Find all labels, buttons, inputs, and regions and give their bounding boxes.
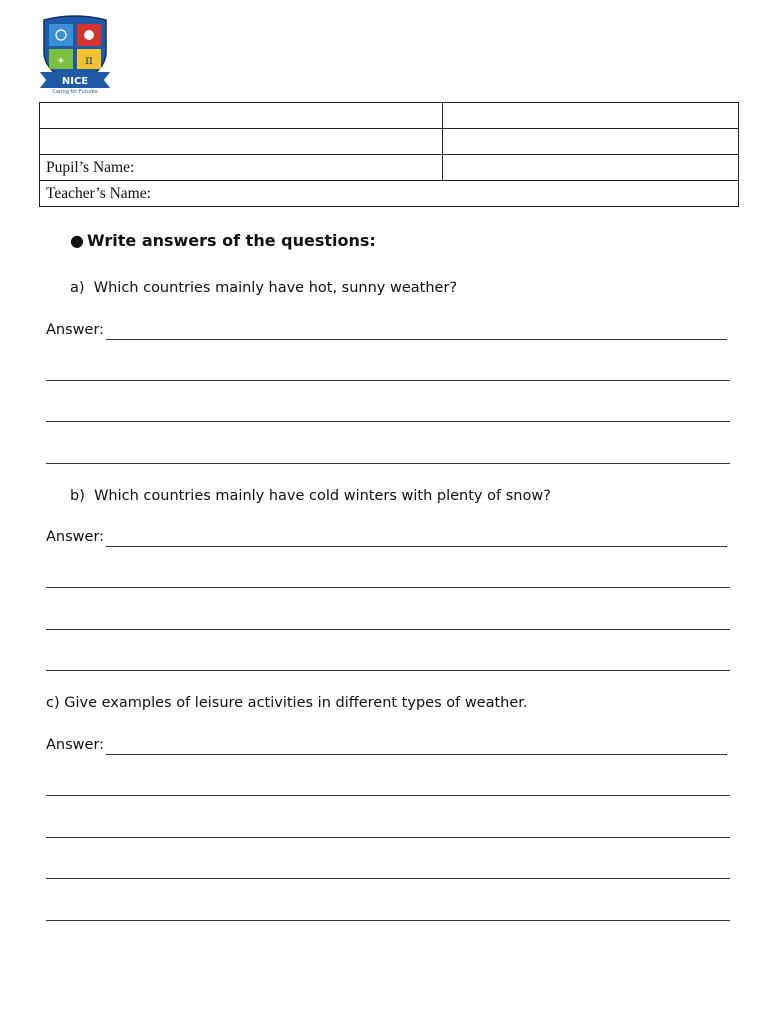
blank-cell[interactable]	[40, 129, 443, 155]
pupil-name-label: Pupil’s Name:	[40, 155, 443, 181]
svg-text:π: π	[85, 53, 93, 67]
svg-text:✦: ✦	[56, 56, 66, 67]
answer-line[interactable]	[106, 339, 727, 340]
table-row	[40, 155, 739, 181]
pupil-name-field[interactable]	[443, 155, 739, 181]
answer-line[interactable]	[46, 920, 730, 921]
answer-line[interactable]	[106, 754, 727, 755]
answer-label: Answer:	[46, 529, 105, 545]
crest-icon	[38, 14, 112, 94]
student-info-table	[39, 102, 739, 207]
answer-line[interactable]	[106, 546, 727, 547]
bullet-icon: ●	[70, 231, 84, 250]
question-a	[70, 280, 457, 296]
answer-line[interactable]	[46, 878, 730, 879]
answer-line[interactable]	[46, 380, 730, 381]
svg-text:NICE: NICE	[61, 76, 89, 87]
answer-line[interactable]	[46, 670, 730, 671]
question-text: Which countries mainly have cold winters with plenty of snow?	[94, 488, 551, 504]
question-label: b)	[70, 488, 85, 504]
answer-line[interactable]	[46, 795, 730, 796]
school-logo	[38, 14, 112, 94]
answer-line[interactable]	[46, 421, 730, 422]
svg-text:Caring for Futures: Caring for Futures	[52, 89, 98, 94]
instruction-text: Write answers of the questions:	[87, 231, 376, 250]
answer-line[interactable]	[46, 463, 730, 464]
answer-label: Answer:	[46, 737, 105, 753]
table-row	[40, 181, 739, 207]
instruction-heading	[70, 231, 376, 250]
question-label: c)	[46, 695, 60, 711]
teacher-name-label[interactable]: Teacher’s Name:	[40, 181, 739, 207]
blank-cell[interactable]	[40, 103, 443, 129]
answer-line[interactable]	[46, 629, 730, 630]
answer-line[interactable]	[46, 837, 730, 838]
table-row	[40, 103, 739, 129]
question-b	[70, 488, 551, 504]
question-c	[46, 695, 528, 711]
answer-label: Answer:	[46, 322, 105, 338]
blank-cell[interactable]	[443, 103, 739, 129]
question-text: Give examples of leisure activities in different types of weather.	[64, 695, 528, 711]
blank-cell[interactable]	[443, 129, 739, 155]
table-row	[40, 129, 739, 155]
answer-line[interactable]	[46, 587, 730, 588]
question-label: a)	[70, 280, 85, 296]
question-text: Which countries mainly have hot, sunny weather?	[93, 280, 458, 296]
